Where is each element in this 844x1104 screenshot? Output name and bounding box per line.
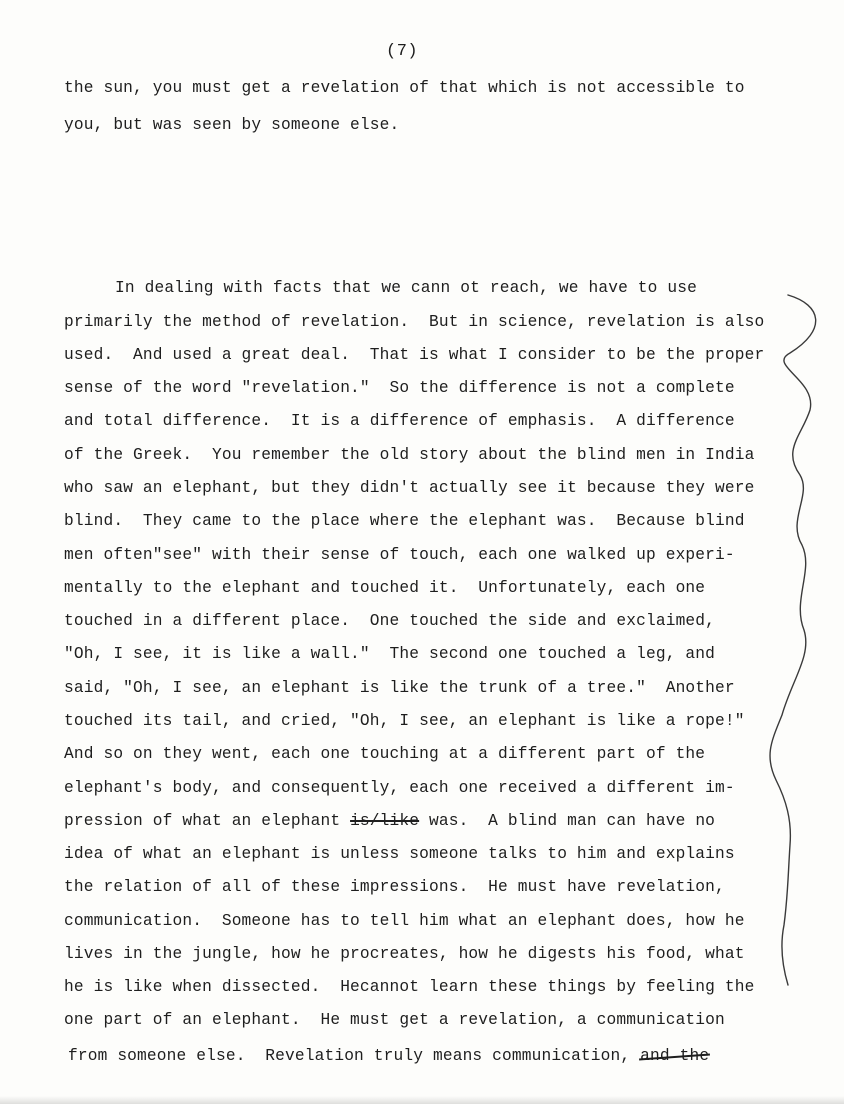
struck-out-text: is/like bbox=[350, 812, 420, 830]
text-line: primarily the method of revelation. But in science, revelation is also bbox=[64, 313, 765, 331]
scratched-out-text: and the bbox=[640, 1047, 710, 1065]
text-line: elephant's body, and consequently, each one received a different im- bbox=[64, 779, 735, 797]
line-text-after: was. A blind man can have no bbox=[419, 812, 716, 830]
text-line: the relation of all of these impressions. He must have revelation, bbox=[64, 878, 725, 896]
page-number: (7) bbox=[386, 42, 419, 61]
text-line: of the Greek. You remember the old story about the blind men in India bbox=[64, 446, 755, 464]
text-line: touched in a different place. One touched the side and exclaimed, bbox=[64, 612, 716, 630]
text-line: he is like when dissected. Hecannot learn these things by feeling the bbox=[64, 978, 755, 996]
text-line: the sun, you must get a revelation of that which is not accessible to bbox=[64, 79, 745, 97]
text-line: men often"see" with their sense of touch, each one walked up experi- bbox=[64, 546, 735, 564]
text-line: "Oh, I see, it is like a wall." The second one touched a leg, and bbox=[64, 645, 716, 663]
text-line: and total difference. It is a difference of emphasis. A difference bbox=[64, 412, 735, 430]
text-line: touched its tail, and cried, "Oh, I see, an elephant is like a rope!" bbox=[64, 712, 745, 730]
text-line: idea of what an elephant is unless someone talks to him and explains bbox=[64, 845, 735, 863]
text-line: one part of an elephant. He must get a revelation, a communication bbox=[64, 1011, 725, 1029]
text-line: said, "Oh, I see, an elephant is like the trunk of a tree." Another bbox=[64, 679, 735, 697]
text-line: And so on they went, each one touching at a different part of the bbox=[64, 745, 706, 763]
text-line: used. And used a great deal. That is what I consider to be the proper bbox=[64, 346, 765, 364]
last-line bbox=[68, 1046, 709, 1066]
text-line: mentally to the elephant and touched it. Unfortunately, each one bbox=[64, 579, 706, 597]
text-line: lives in the jungle, how he procreates, how he digests his food, what bbox=[64, 945, 745, 963]
text-line: communication. Someone has to tell him what an elephant does, how he bbox=[64, 912, 745, 930]
text-line: sense of the word "revelation." So the difference is not a complete bbox=[64, 379, 735, 397]
text-line-with-strikeout bbox=[64, 811, 715, 831]
last-line-text: from someone else. Revelation truly means communication, bbox=[68, 1047, 631, 1065]
scan-edge-shadow bbox=[0, 1096, 844, 1104]
margin-wavy-line bbox=[752, 285, 832, 1025]
paragraph-first-line: In dealing with facts that we cann ot reach, we have to use bbox=[115, 279, 697, 297]
line-text-before: pression of what an elephant bbox=[64, 812, 351, 830]
text-line: blind. They came to the place where the elephant was. Because blind bbox=[64, 512, 745, 530]
text-line: who saw an elephant, but they didn't actually see it because they were bbox=[64, 479, 755, 497]
text-line: you, but was seen by someone else. bbox=[64, 116, 400, 134]
